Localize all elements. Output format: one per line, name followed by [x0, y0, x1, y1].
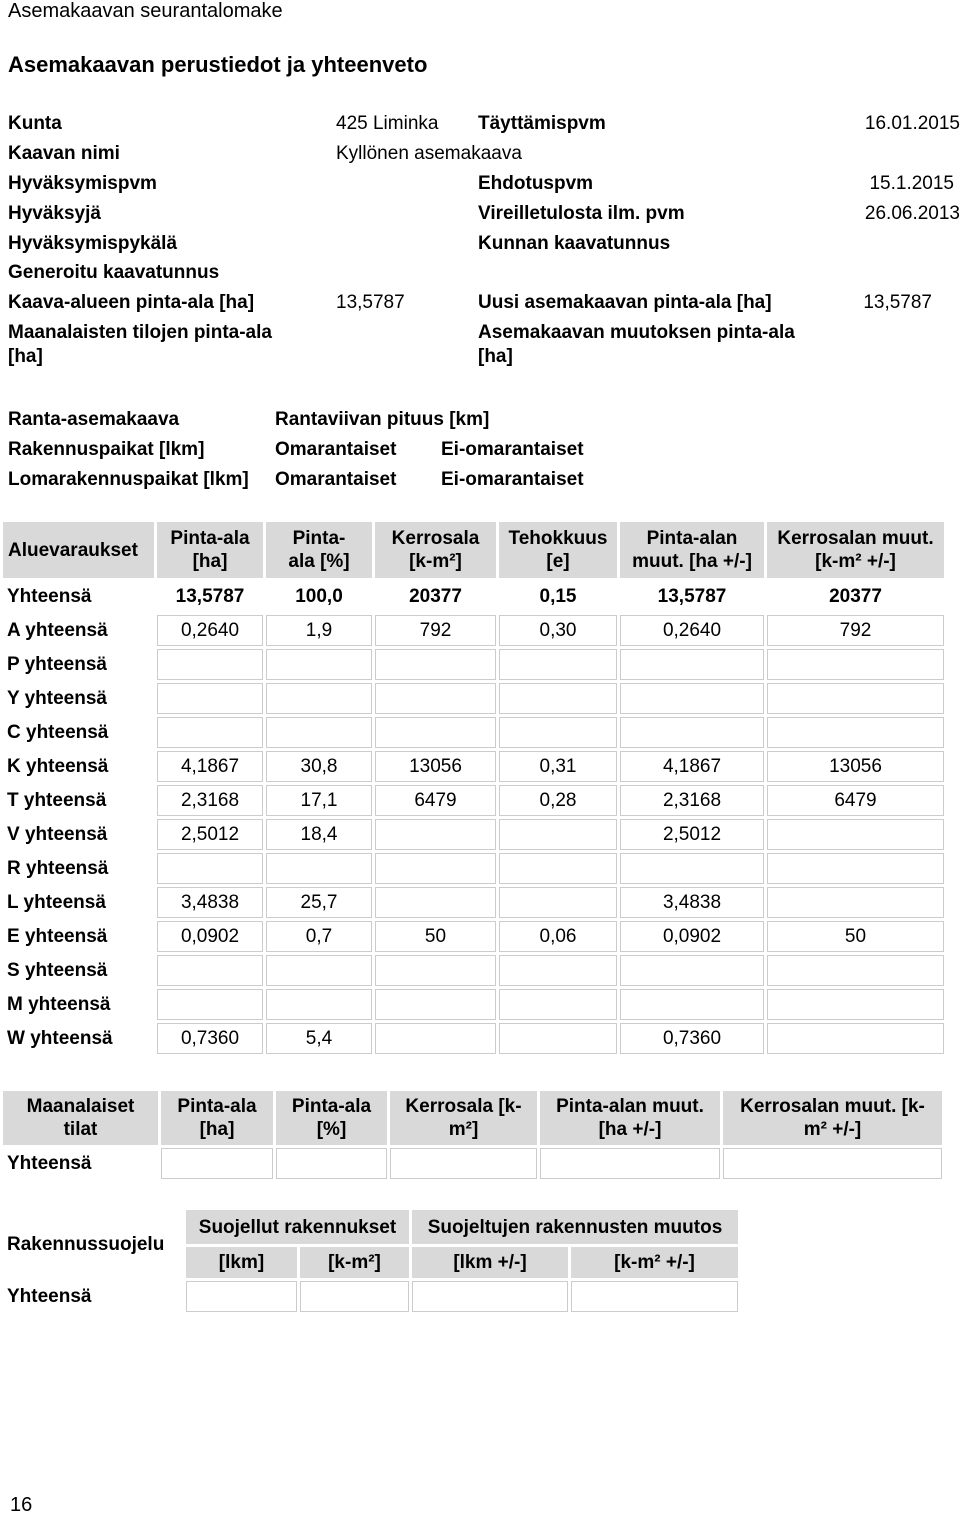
row-label: C yhteensä [7, 722, 109, 743]
table-cell [375, 683, 496, 714]
table-row [3, 921, 944, 952]
column-header: Tehokkuus [e] [499, 522, 617, 578]
row-label: E yhteensä [7, 926, 108, 947]
kaavan-nimi-value: Kyllönen asemakaava [336, 143, 522, 164]
rakennuspaikat-ei-omarantaiset: Ei-omarantaiset [441, 439, 584, 460]
table-cell [157, 717, 263, 748]
table-cell [390, 1148, 537, 1179]
hyvaksymispykala-label: Hyväksymispykälä [8, 233, 178, 254]
table-cell [620, 853, 764, 884]
muutos-pinta-ala-label-1: Asemakaavan muutoksen pinta-ala [478, 322, 795, 343]
table-cell [499, 649, 617, 680]
table-cell: 13056 [375, 751, 496, 782]
row-label: M yhteensä [7, 994, 111, 1015]
row-label: Yhteensä [7, 1153, 92, 1174]
table-cell [266, 989, 372, 1020]
table-header-row [3, 1210, 738, 1244]
kunnan-kaavatunnus-label: Kunnan kaavatunnus [478, 233, 671, 254]
table-cell: 0,7360 [620, 1023, 764, 1054]
column-header: Kerrosala [k- m²] [390, 1091, 537, 1145]
table-cell [767, 887, 944, 918]
table-cell: 2,5012 [620, 819, 764, 850]
table-cell: 50 [767, 921, 944, 952]
table-cell [375, 819, 496, 850]
table-cell: 3,4838 [157, 887, 263, 918]
table-cell [266, 853, 372, 884]
table-cell [767, 853, 944, 884]
table-cell [767, 955, 944, 986]
row-label: W yhteensä [7, 1028, 113, 1049]
table-cell [499, 819, 617, 850]
hyvaksymispvm-label: Hyväksymispvm [8, 173, 157, 194]
table-cell [499, 1023, 617, 1054]
kaava-alue-label: Kaava-alueen pinta-ala [ha] [8, 292, 255, 313]
kaavan-nimi-label: Kaavan nimi [8, 143, 120, 164]
row-label: S yhteensä [7, 960, 108, 981]
table-cell [571, 1281, 738, 1312]
table-cell: 13,5787 [657, 586, 727, 607]
aluevaraukset-table [0, 519, 947, 1057]
row-label: K yhteensä [7, 756, 109, 777]
table-row [3, 819, 944, 850]
column-header: Pinta-ala [%] [276, 1091, 387, 1145]
table-cell: 792 [767, 615, 944, 646]
table-cell [266, 955, 372, 986]
table-row [3, 785, 944, 816]
column-header: Pinta-alan muut. [ha +/-] [620, 522, 764, 578]
table-cell [499, 989, 617, 1020]
table-cell [157, 649, 263, 680]
table-cell: 5,4 [266, 1023, 372, 1054]
table-cell: 20377 [829, 586, 882, 607]
table-cell: 6479 [375, 785, 496, 816]
table-cell [186, 1281, 297, 1312]
table-cell [412, 1281, 568, 1312]
table-row [3, 683, 944, 714]
table-cell [767, 683, 944, 714]
column-header: Pinta-alan muut. [ha +/-] [540, 1091, 720, 1145]
table-cell [157, 955, 263, 986]
suojelu-title: Rakennussuojelu [7, 1233, 165, 1255]
table-row [3, 1281, 738, 1312]
table-cell: 4,1867 [157, 751, 263, 782]
table-cell: 0,31 [499, 751, 617, 782]
table-row [3, 751, 944, 782]
column-header: Aluevaraukset [3, 522, 154, 578]
table-cell: 0,0902 [157, 921, 263, 952]
table-cell: 2,5012 [157, 819, 263, 850]
table-cell: 0,2640 [157, 615, 263, 646]
rantaviiva-label: Rantaviivan pituus [km] [275, 409, 490, 430]
row-label: R yhteensä [7, 858, 109, 879]
column-header: Pinta- ala [%] [266, 522, 372, 578]
section-title: Asemakaavan perustiedot ja yhteenveto [8, 52, 428, 77]
table-cell [620, 989, 764, 1020]
table-cell [300, 1281, 409, 1312]
table-cell: 13,5787 [175, 586, 245, 607]
table-cell [375, 717, 496, 748]
table-row [3, 853, 944, 884]
table-cell: 2,3168 [157, 785, 263, 816]
table-cell: 4,1867 [620, 751, 764, 782]
table-row [3, 1023, 944, 1054]
table-cell: 18,4 [266, 819, 372, 850]
table-cell [767, 989, 944, 1020]
tayttamispvm-label: Täyttämispvm [478, 113, 606, 134]
table-cell [767, 717, 944, 748]
vireilletulo-value: 26.06.2013 [864, 203, 960, 224]
table-cell [375, 649, 496, 680]
table-cell [620, 717, 764, 748]
lomarakennuspaikat-ei-omarantaiset: Ei-omarantaiset [441, 469, 584, 490]
table-cell [499, 887, 617, 918]
lomarakennuspaikat-label: Lomarakennuspaikat [lkm] [8, 469, 249, 490]
table-row [3, 649, 944, 680]
table-header-row [3, 522, 944, 578]
table-cell: 25,7 [266, 887, 372, 918]
table-cell [276, 1148, 387, 1179]
rakennuspaikat-omarantaiset: Omarantaiset [275, 439, 397, 460]
column-header: [k-m² +/-] [571, 1247, 738, 1278]
table-header-row [3, 1091, 942, 1145]
table-cell: 792 [375, 615, 496, 646]
table-cell: 20377 [409, 586, 462, 607]
group-header: Suojeltujen rakennusten muutos [412, 1210, 738, 1244]
table-row [3, 615, 944, 646]
doc-title: Asemakaavan seurantalomake [8, 0, 283, 22]
uusi-pinta-ala-label: Uusi asemakaavan pinta-ala [ha] [478, 292, 772, 313]
table-cell [375, 955, 496, 986]
table-row [3, 581, 944, 612]
table-cell: 17,1 [266, 785, 372, 816]
table-row [3, 717, 944, 748]
column-header: [lkm +/-] [412, 1247, 568, 1278]
table-cell [723, 1148, 942, 1179]
table-cell [375, 887, 496, 918]
table-cell: 0,7360 [157, 1023, 263, 1054]
table-cell: 0,0902 [620, 921, 764, 952]
maanalaiset-pinta-ala-label-2: [ha] [8, 346, 43, 367]
ranta-asemakaava-label: Ranta-asemakaava [8, 409, 180, 430]
kunta-value: 425 Liminka [336, 113, 439, 134]
table-cell [499, 955, 617, 986]
column-header: [k-m²] [300, 1247, 409, 1278]
rakennuspaikat-label: Rakennuspaikat [lkm] [8, 439, 205, 460]
column-header: [lkm] [186, 1247, 297, 1278]
table-cell: 6479 [767, 785, 944, 816]
table-cell: 50 [375, 921, 496, 952]
table-cell: 0,7 [266, 921, 372, 952]
table-cell [540, 1148, 720, 1179]
table-cell [161, 1148, 273, 1179]
column-header: Kerrosalan muut. [k- m² +/-] [723, 1091, 942, 1145]
table-cell [266, 717, 372, 748]
kunta-label: Kunta [8, 113, 62, 134]
table-cell: 2,3168 [620, 785, 764, 816]
maanalaiset-table [0, 1088, 945, 1182]
table-cell: 0,15 [539, 586, 577, 607]
table-cell [266, 683, 372, 714]
uusi-pinta-ala-value: 13,5787 [863, 292, 932, 313]
table-row [3, 989, 944, 1020]
table-cell [620, 649, 764, 680]
column-header: Pinta-ala [ha] [157, 522, 263, 578]
table-cell: 0,28 [499, 785, 617, 816]
table-cell [499, 717, 617, 748]
table-row [3, 955, 944, 986]
table-cell: 0,06 [499, 921, 617, 952]
vireilletulo-label: Vireilletulosta ilm. pvm [478, 203, 685, 224]
table-cell [266, 649, 372, 680]
row-label: V yhteensä [7, 824, 108, 845]
table-cell: 0,2640 [620, 615, 764, 646]
kaava-alue-value: 13,5787 [336, 292, 405, 313]
column-header: Kerrosalan muut. [k-m² +/-] [767, 522, 944, 578]
table-cell [499, 853, 617, 884]
maanalaiset-pinta-ala-label-1: Maanalaisten tilojen pinta-ala [8, 322, 272, 343]
row-label: Y yhteensä [7, 688, 107, 709]
table-cell: 13056 [767, 751, 944, 782]
table-cell [157, 989, 263, 1020]
table-cell [375, 1023, 496, 1054]
generoitu-kaavatunnus-label: Generoitu kaavatunnus [8, 262, 220, 283]
row-label: Yhteensä [7, 1286, 92, 1307]
row-label: Yhteensä [7, 586, 92, 607]
table-cell [767, 1023, 944, 1054]
hyvaksyja-label: Hyväksyjä [8, 203, 101, 224]
ehdotuspvm-label: Ehdotuspvm [478, 173, 594, 194]
table-cell: 3,4838 [620, 887, 764, 918]
table-cell [375, 853, 496, 884]
column-header: Kerrosala [k-m²] [375, 522, 496, 578]
page-number: 16 [10, 1494, 33, 1516]
table-cell [499, 683, 617, 714]
table-cell [620, 955, 764, 986]
group-header: Suojellut rakennukset [186, 1210, 409, 1244]
ehdotuspvm-value: 15.1.2015 [869, 173, 954, 194]
rakennussuojelu-table [0, 1207, 741, 1315]
table-cell [767, 649, 944, 680]
table-row [3, 1148, 942, 1179]
table-cell [620, 683, 764, 714]
lomarakennuspaikat-omarantaiset: Omarantaiset [275, 469, 397, 490]
column-header: Pinta-ala [ha] [161, 1091, 273, 1145]
row-label: P yhteensä [7, 654, 107, 675]
table-cell [157, 853, 263, 884]
table-cell: 30,8 [266, 751, 372, 782]
table-cell: 0,30 [499, 615, 617, 646]
column-header: Maanalaiset tilat [3, 1091, 158, 1145]
row-label: T yhteensä [7, 790, 107, 811]
muutos-pinta-ala-label-2: [ha] [478, 346, 513, 367]
table-cell [375, 989, 496, 1020]
row-label: L yhteensä [7, 892, 106, 913]
table-cell [157, 683, 263, 714]
tayttamispvm-value: 16.01.2015 [864, 113, 960, 134]
table-cell: 1,9 [266, 615, 372, 646]
table-cell [767, 819, 944, 850]
row-label: A yhteensä [7, 620, 108, 641]
table-cell: 100,0 [295, 586, 343, 607]
table-row [3, 887, 944, 918]
